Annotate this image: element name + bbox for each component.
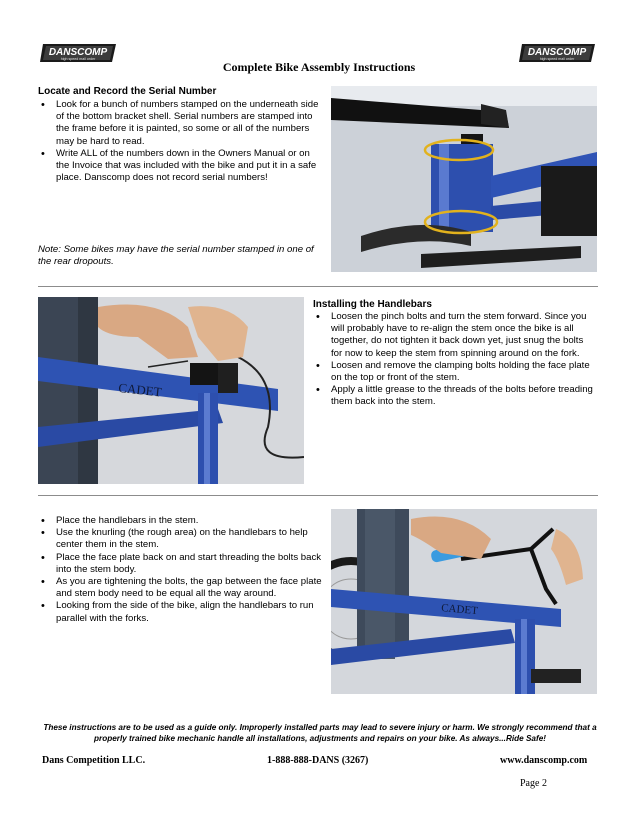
company-name: Dans Competition LLC. <box>42 755 146 766</box>
photo-bottom-bracket <box>331 86 597 272</box>
serial-number-note: Note: Some bikes may have the serial number stamped in one of the rear dropouts. <box>38 244 314 268</box>
list-item: • Place the handlebars in the stem. <box>38 515 325 527</box>
logo-tagline: high speed mail order <box>539 57 575 61</box>
list-item: • Use the knurling (the rough area) on the handlebars to help center them in the stem. <box>38 527 325 551</box>
logo-text: DANSCOMP <box>48 47 108 58</box>
frame-brand-label: CADET <box>117 380 163 400</box>
frame-brand-label: CADET <box>440 602 479 618</box>
list-item: • Place the face plate back on and start threading the bolts back into the stem body. <box>38 552 325 576</box>
list-item: • As you are tightening the bolts, the gap between the face plate and stem body need to be equal all the way around. <box>38 576 325 600</box>
handlebar-steps <box>313 311 593 409</box>
list-item: • Apply a little grease to the threads of the bolts before treading them back into the stem. <box>313 384 593 408</box>
serial-number-steps <box>38 99 325 184</box>
logo-tagline: high speed mail order <box>60 57 96 61</box>
section-title-serial-number: Locate and Record the Serial Number <box>38 86 217 97</box>
document-title: Complete Bike Assembly Instructions <box>222 60 416 74</box>
list-item: • Loosen and remove the clamping bolts holding the face plate on the top or front of the stem. <box>313 360 593 384</box>
safety-disclaimer: These instructions are to be used as a guide only. Improperly installed parts may lead to severe injury or harm. We strongly recommend that a properly trained bike mechanic handle all installations, adjustments and repairs on your bike. As always...Ride Safe! <box>43 723 597 743</box>
phone-number: 1-888-888-DANS (3267) <box>267 755 369 766</box>
handlebar-install-steps <box>38 515 325 625</box>
list-item: • Loosen the pinch bolts and turn the stem forward. Since you will probably have to re-align the stem once the bike is all together, do not tighten it back down yet, just snug the bolts for now to keep the stem from spinning around on the fork. <box>313 311 593 360</box>
website-url: www.danscomp.com <box>500 755 588 766</box>
section-title-installing-handlebars: Installing the Handlebars <box>313 299 432 310</box>
list-item: • Look for a bunch of numbers stamped on the underneath side of the bottom bracket shell. Serial numbers are stamped into the frame before it is painted, so some or all of the numbers may be hard to read. <box>38 99 325 148</box>
section-divider <box>38 495 598 496</box>
list-item: • Write ALL of the numbers down in the Owners Manual or on the Invoice that was included with the bike and put it in a safe place. Danscomp does not record serial numbers! <box>38 148 325 185</box>
photo-loosen-stem <box>38 297 304 484</box>
page-number: Page 2 <box>520 778 547 789</box>
logo-text: DANSCOMP <box>527 47 587 58</box>
list-item: • Looking from the side of the bike, align the handlebars to run parallel with the forks. <box>38 600 325 624</box>
section-divider <box>38 286 598 287</box>
photo-align-handlebars <box>331 509 597 694</box>
